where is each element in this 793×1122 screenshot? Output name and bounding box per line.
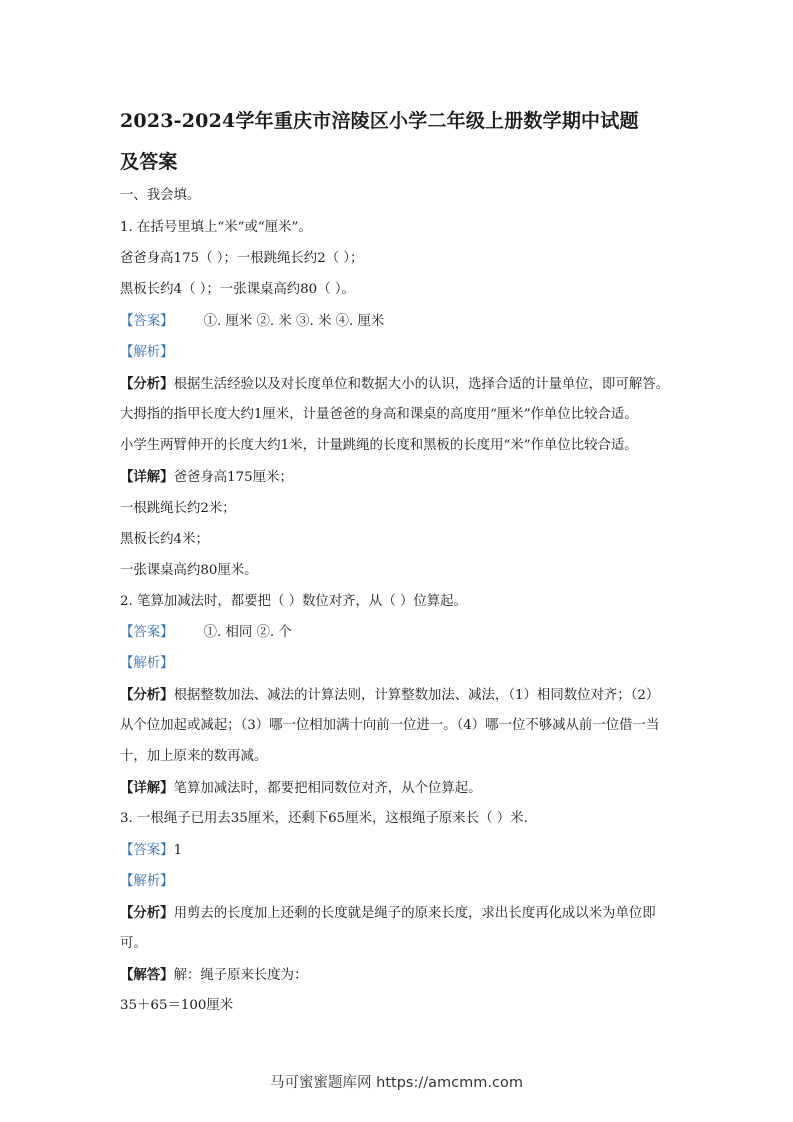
- question-1-detail-3: 黑板长约4米；: [120, 532, 209, 547]
- page-title-line2: 及答案: [120, 151, 178, 173]
- question-2-detail: [120, 779, 482, 798]
- fenxi-tag: 【分析】: [120, 687, 174, 703]
- question-1-detail: [120, 468, 293, 487]
- question-1-answer: [120, 313, 384, 331]
- question-1-fenxi-3: 小学生两臂伸开的长度大约1米，计量跳绳的长度和黑板的长度用“米”作单位比较合适。: [120, 438, 638, 453]
- answer-text: ①. 厘米 ②. 米 ③. 米 ④. 厘米: [203, 314, 385, 329]
- fenxi-text: 根据整数加法、减法的计算法则，计算整数加法、减法，（1）相同数位对齐；（2）: [173, 688, 660, 703]
- question-2-analysis-tag: 【解析】: [120, 656, 174, 671]
- question-3-answer: [120, 842, 182, 860]
- question-3-analysis-tag: 【解析】: [120, 874, 174, 889]
- detail-text: 笔算加减法时，都要把相同数位对齐，从个位算起。: [173, 781, 482, 796]
- question-2-stem: 2. 笔算加减法时，都要把（ ）数位对齐，从（ ）位算起。: [120, 594, 467, 609]
- detail-tag: 【详解】: [120, 469, 174, 485]
- page-footer: 马可蜜蜜题库网 https://amcmm.com: [270, 1075, 523, 1091]
- question-3-fenxi-1: [120, 904, 656, 923]
- answer-text: ①. 相同 ②. 个: [203, 625, 292, 640]
- question-3-jieda: [120, 966, 307, 985]
- answer-text: 1: [173, 843, 183, 858]
- detail-tag: 【详解】: [120, 780, 174, 796]
- question-3-fenxi-2: 可。: [120, 936, 147, 951]
- fenxi-tag: 【分析】: [120, 376, 174, 392]
- question-1-analysis-tag: 【解析】: [120, 345, 174, 360]
- question-2-fenxi-2: 从个位加起或减起；（3）哪一位相加满十向前一位进一。（4）哪一位不够减从前一位借一当: [120, 718, 660, 733]
- question-2-fenxi-1: [120, 686, 659, 705]
- question-1-line-b: 黑板长约4（ ）；一张课桌高约80（ ）。: [120, 282, 355, 297]
- answer-tag: 【答案】: [120, 843, 174, 858]
- fenxi-text: 根据生活经验以及对长度单位和数据大小的认识，选择合适的计量单位，即可解答。: [173, 377, 670, 392]
- question-1-fenxi-2: 大拇指的指甲长度大约1厘米，计量爸爸的身高和课桌的高度用“厘米”作单位比较合适。: [120, 407, 638, 422]
- question-1-stem: 1. 在括号里填上“米”或“厘米”。: [120, 220, 312, 235]
- jieda-text: 解：绳子原来长度为：: [173, 968, 308, 983]
- jieda-tag: 【解答】: [120, 967, 174, 983]
- page-title-line1: 2023-2024学年重庆市涪陵区小学二年级上册数学期中试题: [120, 110, 639, 132]
- fenxi-text: 用剪去的长度加上还剩的长度就是绳子的原来长度，求出长度再化成以米为单位即: [173, 906, 656, 921]
- detail-text: 爸爸身高175厘米；: [173, 470, 293, 485]
- question-1-detail-2: 一根跳绳长约2米；: [120, 501, 236, 516]
- question-3-jieda-2: 35＋65＝100厘米: [120, 998, 234, 1013]
- question-3-stem: 3. 一根绳子已用去35厘米，还剩下65厘米，这根绳子原来长（ ）米.: [120, 811, 528, 826]
- question-1-detail-4: 一张课桌高约80厘米。: [120, 563, 258, 578]
- question-1-line-a: 爸爸身高175（ ）；一根跳绳长约2（ ）；: [120, 251, 364, 266]
- question-1-fenxi-1: [120, 375, 669, 394]
- answer-tag: 【答案】: [120, 625, 174, 640]
- fenxi-tag: 【分析】: [120, 905, 174, 921]
- section-heading: 一、我会填。: [120, 188, 201, 203]
- answer-tag: 【答案】: [120, 314, 174, 329]
- question-2-fenxi-3: 十，加上原来的数再减。: [120, 749, 268, 764]
- question-2-answer: [120, 624, 292, 642]
